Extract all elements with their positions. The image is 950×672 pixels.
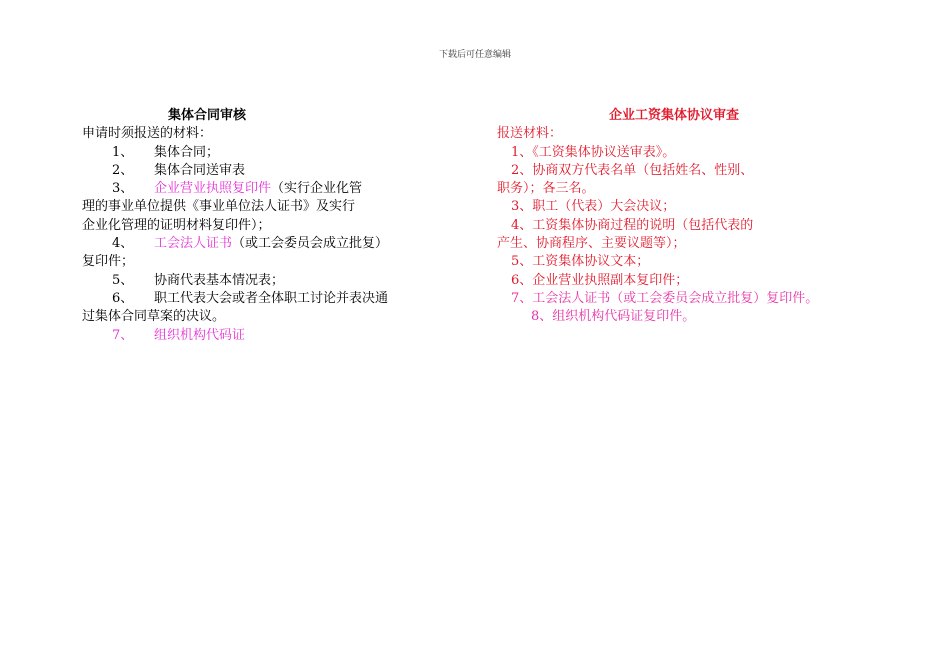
left-item-3-cont-2: 企业化管理的证明材料复印件）；	[82, 217, 271, 233]
union-cert-text: 工会法人证书	[154, 236, 233, 252]
right-title: 企业工资集体协议审查	[609, 108, 740, 123]
right-line-9: 7、工会法人证书（或工会委员会成立批复）复印件。	[511, 290, 819, 306]
business-license-text: 企业营业执照复印件	[154, 181, 272, 197]
left-item-1: 1、 集体合同；	[112, 144, 220, 160]
left-intro: 申请时须报送的材料：	[82, 126, 213, 142]
right-line-8: 6、企业营业执照副本复印件；	[511, 272, 689, 288]
right-line-5: 4、工资集体协商过程的说明（包括代表的	[511, 217, 754, 233]
left-item-2: 2、 集体合同送审表	[112, 162, 246, 178]
left-column	[82, 107, 412, 345]
right-line-6: 产生、协商程序、主要议题等）；	[497, 236, 686, 252]
right-line-4: 3、职工（代表）大会决议；	[511, 199, 676, 215]
left-item-6: 6、 职工代表大会或者全体职工讨论并表决通	[112, 290, 389, 306]
right-line-1: 1、《工资集体协议送审表》。	[511, 144, 676, 160]
left-item-7: 7、 组织机构代码证	[112, 327, 246, 343]
left-item-6-cont: 过集体合同草案的决议。	[82, 309, 226, 325]
right-column	[497, 107, 842, 327]
left-title: 集体合同审核	[168, 108, 247, 123]
left-item-4-cont: 复印件；	[82, 254, 135, 270]
left-item-3-cont-1: 理的事业单位提供《事业单位法人证书》及实行	[82, 199, 356, 215]
left-item-5: 5、 协商代表基本情况表；	[112, 272, 285, 288]
right-line-3: 职务）；各三名。	[497, 181, 595, 197]
right-line-2: 2、协商双方代表名单（包括姓名、性别、	[511, 162, 754, 178]
left-item-4: 4、 工会法人证书（或工会委员会成立批复）	[112, 236, 389, 252]
left-item-3: 3、 企业营业执照复印件（实行企业化管	[112, 181, 363, 197]
right-line-10: 8、组织机构代码证复印件。	[531, 309, 696, 325]
right-line-7: 5、工资集体协议文本；	[511, 254, 650, 270]
header-note: 下载后可任意编辑	[438, 50, 511, 60]
right-intro: 报送材料：	[497, 126, 563, 142]
